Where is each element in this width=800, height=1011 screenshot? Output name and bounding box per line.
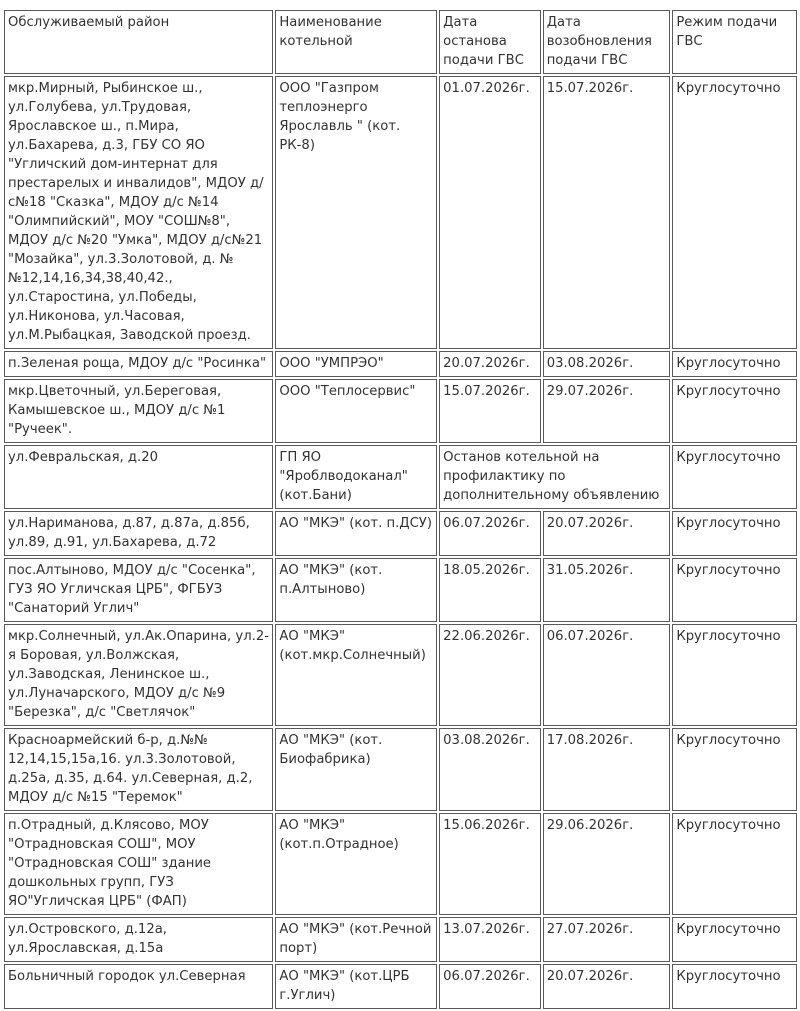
header-boiler: Наименование котельной bbox=[275, 10, 437, 74]
stop-date-cell: 20.07.2026г. bbox=[439, 351, 541, 377]
boiler-cell: АО "МКЭ" (кот.ЦРБ г.Углич) bbox=[275, 964, 437, 1009]
header-mode: Режим подачи ГВС bbox=[672, 10, 797, 74]
stop-date-cell: 22.06.2026г. bbox=[439, 624, 541, 726]
resume-date-cell: 27.07.2026г. bbox=[543, 917, 671, 962]
stop-date-cell: 03.08.2026г. bbox=[439, 728, 541, 811]
boiler-cell: АО "МКЭ" (кот. Биофабрика) bbox=[275, 728, 437, 811]
resume-date-cell: 03.08.2026г. bbox=[543, 351, 671, 377]
boiler-cell: ООО "УМПРЭО" bbox=[275, 351, 437, 377]
table-row bbox=[4, 964, 797, 1009]
resume-date-cell: 20.07.2026г. bbox=[543, 511, 671, 556]
mode-cell: Круглосуточно bbox=[672, 728, 797, 811]
stop-date-cell: 01.07.2026г. bbox=[439, 76, 541, 349]
resume-date-cell: 31.05.2026г. bbox=[543, 558, 671, 622]
hot-water-schedule-table bbox=[2, 8, 799, 1011]
outage-note-cell: Останов котельной на профилактику по дополнительному объявлению bbox=[439, 445, 670, 509]
stop-date-cell: 13.07.2026г. bbox=[439, 917, 541, 962]
boiler-cell: АО "МКЭ" (кот. п.ДСУ) bbox=[275, 511, 437, 556]
district-cell: Красноармейский б-р, д.№№ 12,14,15,15а,16. ул.3.Золотовой, д.25а, д.35, д.64. ул.Северная, д.2, МДОУ д/с №15 "Теремок" bbox=[4, 728, 273, 811]
district-cell: ул.Островского, д.12а, ул.Ярославская, д.15а bbox=[4, 917, 273, 962]
stop-date-cell: 06.07.2026г. bbox=[439, 511, 541, 556]
mode-cell: Круглосуточно bbox=[672, 624, 797, 726]
district-cell: мкр.Мирный, Рыбинское ш., ул.Голубева, ул.Трудовая, Ярославское ш., п.Мира, ул.Бахарева, д.3, ГБУ СО ЯО "Угличский дом-интернат для престарелых и инвалидов", МДОУ д/с№18 "Сказка", МДОУ д/с №14 "Олимпийский", МОУ "СОШ№8", МДОУ д/с №20 "Умка", МДОУ д/с№21 "Мозайка", ул.3.Золотовой, д. №№12,14,16,34,38,40,42., ул.Старостина, ул.Победы, ул.Никонова, ул.Часовая, ул.М.Рыбацкая, Заводской проезд. bbox=[4, 76, 273, 349]
table-row bbox=[4, 813, 797, 915]
table-header-row bbox=[4, 10, 797, 74]
boiler-cell: ООО "Теплосервис" bbox=[275, 379, 437, 443]
table-row bbox=[4, 558, 797, 622]
boiler-cell: АО "МКЭ" (кот.п.Отрадное) bbox=[275, 813, 437, 915]
resume-date-cell: 15.07.2026г. bbox=[543, 76, 671, 349]
district-cell: ул.Февральская, д.20 bbox=[4, 445, 273, 509]
district-cell: ул.Нариманова, д.87, д.87а, д.85б, ул.89, д.91, ул.Бахарева, д.72 bbox=[4, 511, 273, 556]
header-resume-date: Дата возобновления подачи ГВС bbox=[543, 10, 671, 74]
table-row bbox=[4, 917, 797, 962]
mode-cell: Круглосуточно bbox=[672, 964, 797, 1009]
table-row bbox=[4, 445, 797, 509]
table-row bbox=[4, 379, 797, 443]
district-cell: Больничный городок ул.Северная bbox=[4, 964, 273, 1009]
stop-date-cell: 15.07.2026г. bbox=[439, 379, 541, 443]
district-cell: п.Зеленая роща, МДОУ д/с "Росинка" bbox=[4, 351, 273, 377]
boiler-cell: ООО "Газпром теплоэнерго Ярославль " (кот. РК-8) bbox=[275, 76, 437, 349]
stop-date-cell: 06.07.2026г. bbox=[439, 964, 541, 1009]
mode-cell: Круглосуточно bbox=[672, 351, 797, 377]
table-row bbox=[4, 728, 797, 811]
district-cell: мкр.Цветочный, ул.Береговая, Камышевское ш., МДОУ д/с №1 "Ручеек". bbox=[4, 379, 273, 443]
mode-cell: Круглосуточно bbox=[672, 445, 797, 509]
resume-date-cell: 29.06.2026г. bbox=[543, 813, 671, 915]
district-cell: мкр.Солнечный, ул.Ак.Опарина, ул.2-я Боровая, ул.Волжская, ул.Заводская, Ленинское ш., ул.Луначарского, МДОУ д/с №9 "Березка", д/с "Светлячок" bbox=[4, 624, 273, 726]
resume-date-cell: 20.07.2026г. bbox=[543, 964, 671, 1009]
boiler-cell: ГП ЯО "Яроблводоканал" (кот.Бани) bbox=[275, 445, 437, 509]
table-row bbox=[4, 624, 797, 726]
resume-date-cell: 06.07.2026г. bbox=[543, 624, 671, 726]
resume-date-cell: 29.07.2026г. bbox=[543, 379, 671, 443]
table-row bbox=[4, 511, 797, 556]
district-cell: пос.Алтыново, МДОУ д/с "Сосенка", ГУЗ ЯО Угличская ЦРБ", ФГБУЗ "Санаторий Углич" bbox=[4, 558, 273, 622]
mode-cell: Круглосуточно bbox=[672, 511, 797, 556]
table-row bbox=[4, 351, 797, 377]
boiler-cell: АО "МКЭ" (кот.Речной порт) bbox=[275, 917, 437, 962]
boiler-cell: АО "МКЭ" (кот. п.Алтыново) bbox=[275, 558, 437, 622]
boiler-cell: АО "МКЭ" (кот.мкр.Солнечный) bbox=[275, 624, 437, 726]
table-row bbox=[4, 76, 797, 349]
mode-cell: Круглосуточно bbox=[672, 379, 797, 443]
mode-cell: Круглосуточно bbox=[672, 558, 797, 622]
mode-cell: Круглосуточно bbox=[672, 917, 797, 962]
stop-date-cell: 18.05.2026г. bbox=[439, 558, 541, 622]
header-district: Обслуживаемый район bbox=[4, 10, 273, 74]
resume-date-cell: 17.08.2026г. bbox=[543, 728, 671, 811]
table-body bbox=[4, 10, 797, 1009]
mode-cell: Круглосуточно bbox=[672, 76, 797, 349]
mode-cell: Круглосуточно bbox=[672, 813, 797, 915]
header-stop-date: Дата останова подачи ГВС bbox=[439, 10, 541, 74]
district-cell: п.Отрадный, д.Клясово, МОУ "Отрадновская СОШ", МОУ "Отрадновская СОШ" здание дошкольных групп, ГУЗ ЯО"Угличская ЦРБ" (ФАП) bbox=[4, 813, 273, 915]
stop-date-cell: 15.06.2026г. bbox=[439, 813, 541, 915]
